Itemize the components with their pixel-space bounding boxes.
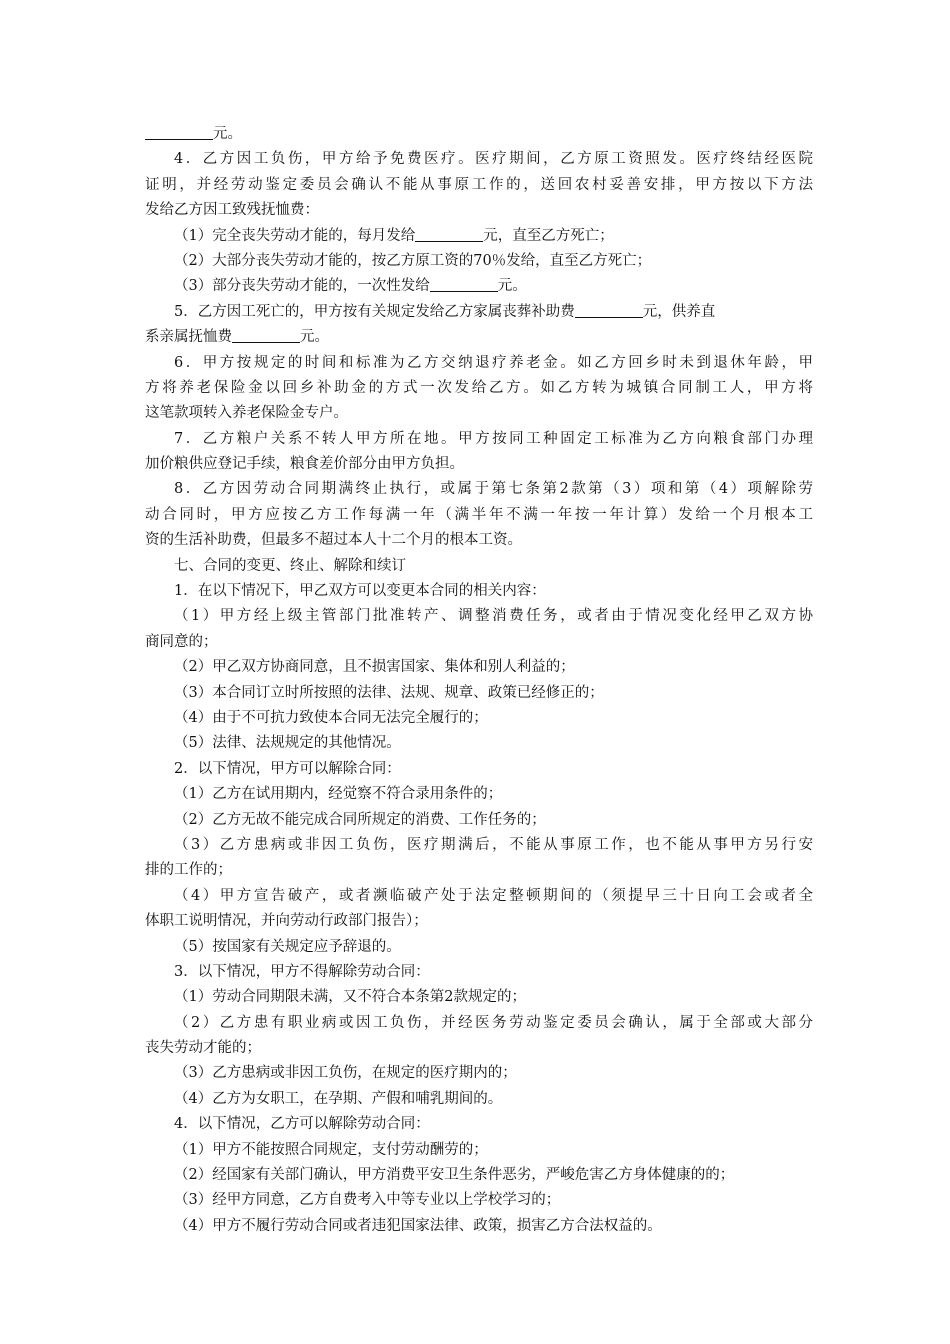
- line-text: 7．乙方粮户关系不转人甲方所在地。甲方按同工种固定工标准为乙方向粮食部门办理: [174, 430, 813, 447]
- line-text: 排的工作的；: [145, 862, 232, 879]
- line-text: （1）乙方在试用期内，经觉察不符合录用条件的；: [174, 786, 503, 803]
- paragraph-line: [145, 858, 813, 883]
- paragraph-line: [145, 960, 813, 985]
- paragraph-line: [145, 909, 813, 934]
- line-suffix: 元。: [497, 278, 527, 295]
- line-text: 6．甲方按规定的时间和标准为乙方交纳退疗养老金。如乙方回乡时未到退休年龄，甲: [174, 354, 813, 371]
- line-text: 七、合同的变更、终止、解除和续订: [174, 557, 406, 574]
- paragraph-line: [145, 224, 813, 249]
- line-text: （1）劳动合同期限未满，又不符合本条第2款规定的；: [174, 989, 526, 1006]
- paragraph-line: [145, 528, 813, 553]
- paragraph-line: [145, 757, 813, 782]
- paragraph-line: [145, 351, 813, 376]
- line-text: 这笔款项转入养老保险金专户。: [145, 405, 348, 422]
- paragraph-line: [145, 1087, 813, 1112]
- line-text: （4）甲方不履行劳动合同或者违犯国家法律、政策，损害乙方合法权益的。: [174, 1217, 662, 1234]
- paragraph-line: [145, 401, 813, 426]
- line-text: （3）本合同订立时所按照的法律、法规、规章、政策已经修正的；: [174, 684, 604, 701]
- line-text: 加价粮供应登记手续，粮食差价部分由甲方负担。: [145, 456, 464, 473]
- paragraph-line: [145, 325, 813, 350]
- paragraph-line: [145, 1011, 813, 1036]
- line-text: 2．以下情况，甲方可以解除合同：: [174, 760, 401, 777]
- line-text: 4．乙方因工负伤，甲方给予免费医疗。医疗期间，乙方原工资照发。医疗终结经医院: [174, 151, 813, 168]
- paragraph-line: [145, 300, 813, 325]
- paragraph-line: [145, 782, 813, 807]
- paragraph-line: [145, 554, 813, 579]
- paragraph-line: [145, 681, 813, 706]
- paragraph-line: [145, 1061, 813, 1086]
- line-text: （2）乙方患有职业病或因工负伤，并经医务劳动鉴定委员会确认，属于全部或大部分: [174, 1014, 813, 1031]
- line-text: （4）由于不可抗力致使本合同无法完全履行的；: [174, 709, 488, 726]
- paragraph-line: [145, 604, 813, 629]
- paragraph-line: [145, 706, 813, 731]
- fill-in-blank: [415, 226, 483, 242]
- paragraph-line: [145, 1112, 813, 1137]
- line-text: 8．乙方因劳动合同期满终止执行，或属于第七条第2款第（3）项和第（4）项解除劳: [174, 481, 813, 498]
- paragraph-line: [145, 198, 813, 223]
- line-text: 证明，并经劳动鉴定委员会确认不能从事原工作的，送回农村妥善安排，甲方按以下方法: [145, 176, 813, 193]
- paragraph-line: [145, 274, 813, 299]
- line-text: 动合同时，甲方应按乙方工作每满一年（满半年不满一年按一年计算）发给一个月根本工: [145, 506, 813, 523]
- paragraph-line: [145, 731, 813, 756]
- line-text: （2）乙方无故不能完成合同所规定的消费、工作任务的；: [174, 811, 546, 828]
- paragraph-line: [145, 935, 813, 960]
- line-text: （3）部分丧失劳动才能的，一次性发给: [174, 278, 430, 295]
- line-text: （1）完全丧失劳动才能的，每月发给: [174, 227, 416, 244]
- line-text: （3）乙方患病或非因工负伤，在规定的医疗期内的；: [174, 1065, 517, 1082]
- fill-in-blank: [145, 124, 213, 140]
- line-text: 系亲属抚恤费: [145, 329, 232, 346]
- paragraph-line: [145, 249, 813, 274]
- paragraph-line: [145, 985, 813, 1010]
- line-suffix: 元。: [213, 126, 242, 142]
- line-text: （4）乙方为女职工，在孕期、产假和哺乳期间的。: [174, 1090, 503, 1107]
- line-text: 3．以下情况，甲方不得解除劳动合同：: [174, 963, 430, 980]
- line-text: 体职工说明情况，并向劳动行政部门报告）；: [145, 913, 428, 930]
- line-text: （4）甲方宣告破产，或者濒临破产处于法定整顿期间的（须提早三十日向工会或者全: [174, 887, 813, 904]
- line-suffix: 元，供养直: [642, 303, 716, 320]
- line-text: 1．在以下情况下，甲乙双方可以变更本合同的相关内容：: [174, 583, 546, 600]
- line-text: 4．以下情况，乙方可以解除劳动合同：: [174, 1116, 430, 1133]
- line-suffix: 元。: [300, 329, 329, 346]
- line-text: 商同意的；: [145, 633, 218, 650]
- paragraph-line: [145, 579, 813, 604]
- paragraph-line: [145, 452, 813, 477]
- paragraph-line: [145, 1036, 813, 1061]
- line-text: （5）按国家有关规定应予辞退的。: [174, 938, 401, 955]
- paragraph-line: [145, 1188, 813, 1213]
- fill-in-blank: [232, 327, 300, 343]
- line-text: （3）乙方患病或非因工负伤，医疗期满后，不能从事原工作，也不能从事甲方另行安: [174, 836, 813, 853]
- fill-in-blank: [575, 302, 643, 318]
- line-text: （1）甲方不能按照合同规定，支付劳动酬劳的；: [174, 1141, 488, 1158]
- paragraph-line: [145, 147, 813, 172]
- paragraph-line: [145, 1163, 813, 1188]
- paragraph-line: [145, 884, 813, 909]
- paragraph-line: [145, 477, 813, 502]
- line-text: 丧失劳动才能的；: [145, 1040, 261, 1057]
- paragraph-line: [145, 630, 813, 655]
- line-suffix: 元，直至乙方死亡；: [483, 227, 614, 244]
- paragraph-line: [145, 173, 813, 198]
- paragraph-line: [145, 655, 813, 680]
- line-text: （3）经甲方同意，乙方自费考入中等专业以上学校学习的；: [174, 1192, 561, 1209]
- line-text: 资的生活补助费，但最多不超过本人十二个月的根本工资。: [145, 532, 522, 549]
- line-text: （1）甲方经上级主管部门批准转产、调整消费任务，或者由于情况变化经甲乙双方协: [174, 608, 813, 625]
- line-text: （2）经国家有关部门确认，甲方消费平安卫生条件恶劣，严峻危害乙方身体健康的的；: [174, 1167, 735, 1184]
- paragraph-line: [145, 1214, 813, 1239]
- paragraph-line: [145, 503, 813, 528]
- line-text: 5．乙方因工死亡的，甲方按有关规定发给乙方家属丧葬补助费: [174, 303, 575, 320]
- line-text: （2）甲乙双方协商同意，且不损害国家、集体和别人利益的；: [174, 659, 575, 676]
- paragraph-line: [145, 1138, 813, 1163]
- line-text: 方将养老保险金以回乡补助金的方式一次发给乙方。如乙方转为城镇合同制工人，甲方将: [145, 379, 813, 396]
- paragraph-line: [145, 808, 813, 833]
- line-text: （2）大部分丧失劳动才能的，按乙方原工资的70％发给，直至乙方死亡；: [174, 252, 652, 269]
- paragraph-line: [145, 122, 813, 147]
- paragraph-line: [145, 376, 813, 401]
- line-text: 发给乙方因工致残抚恤费：: [145, 202, 319, 219]
- fill-in-blank: [430, 276, 498, 292]
- paragraph-line: [145, 833, 813, 858]
- paragraph-line: [145, 427, 813, 452]
- line-text: （5）法律、法规规定的其他情况。: [174, 735, 401, 752]
- document-page: [145, 122, 813, 1239]
